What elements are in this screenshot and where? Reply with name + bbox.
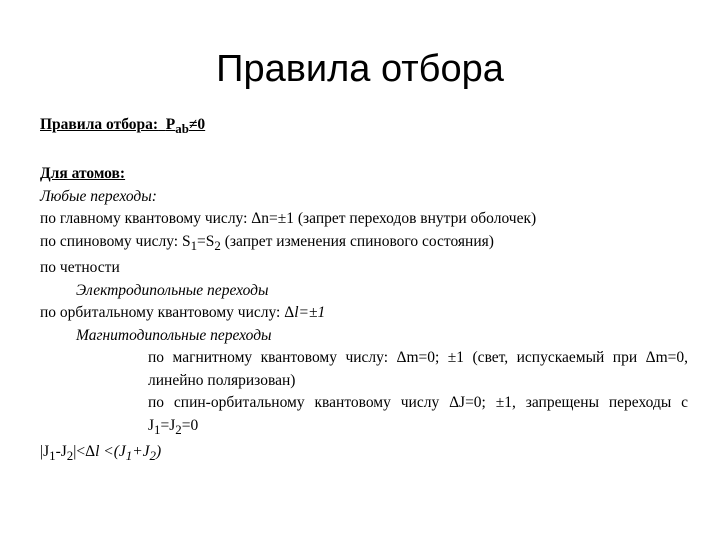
magnetic-dipole-heading: Магнитодипольные переходы	[76, 326, 272, 344]
spin-orbit-sub-1: 1	[154, 421, 161, 437]
spin-orbit-text-a: по спин-орбитальному квантовому числу ΔJ=0; ±1, запрещены переходы с J	[148, 394, 688, 434]
slide-title: Правила отбора	[216, 48, 504, 90]
rules-formula-rest: ≠0	[188, 116, 206, 133]
spin-rule-text-a: по спиновому числу: S	[40, 232, 191, 250]
parity-rule: по четности	[40, 259, 120, 277]
rules-formula-sub: ab	[175, 121, 189, 137]
rules-heading-text: Правила отбора:	[40, 116, 159, 133]
j-rule-sub-2: 2	[66, 448, 74, 464]
orbital-rule-text-b: l=±1	[294, 304, 326, 322]
spin-orbit-text-b: =J	[160, 416, 176, 434]
spin-orbit-text-c: =0	[181, 416, 199, 434]
slide-content	[40, 114, 688, 468]
blank-line	[40, 141, 688, 164]
orbital-number-rule	[40, 302, 688, 325]
orbital-rule-text-a: по орбитальному квантовому числу: Δ	[40, 304, 295, 322]
spin-rule-sub-1: 1	[190, 237, 198, 253]
j-rule-sub-3: 1	[125, 448, 133, 464]
spin-rule-sub-2: 2	[214, 237, 221, 253]
j-rule-text-f: )	[156, 443, 162, 461]
spin-orbit-sub-2: 2	[175, 421, 182, 437]
j-rule-sub-1: 1	[49, 448, 56, 464]
spin-orbit-number-rule	[40, 392, 688, 441]
selection-rules-heading	[40, 114, 688, 141]
j-rule-sub-4: 2	[149, 448, 156, 464]
spin-number-rule	[40, 231, 688, 258]
j-rule-text-b: -J	[55, 443, 67, 461]
rules-formula-p: P	[165, 116, 176, 133]
j-rule-text-a: |J	[40, 443, 50, 461]
principal-number-rule: по главному квантовому числу: Δn=±1 (запрет переходов внутри оболочек)	[40, 210, 537, 228]
spin-rule-text-c: (запрет изменения спинового состояния)	[220, 232, 494, 250]
j-rule-text-e: +J	[132, 443, 150, 461]
j-rule-text-d: l <(J	[95, 443, 126, 461]
magnetic-number-rule: по магнитному квантовому числу: Δm=0; ±1 (свет, испускаемый при Δm=0, линейно поляризован)	[148, 349, 688, 389]
spin-rule-text-b: =S	[197, 232, 215, 250]
any-transitions-label: Любые переходы:	[40, 187, 157, 205]
electric-dipole-heading: Электродипольные переходы	[76, 281, 269, 299]
atoms-heading: Для атомов:	[40, 165, 126, 183]
j-rule-text-c: |<Δ	[73, 443, 96, 461]
j-inequality-rule	[40, 441, 688, 468]
